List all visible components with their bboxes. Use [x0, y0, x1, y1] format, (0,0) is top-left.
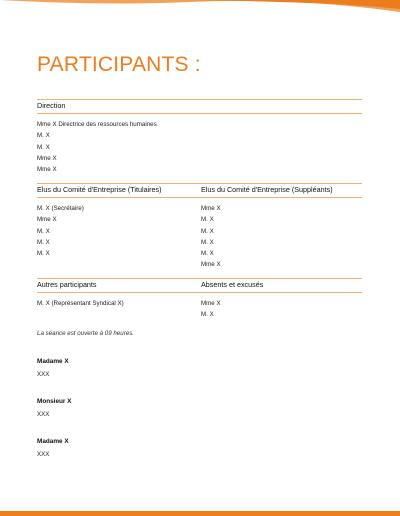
page-title: PARTICIPANTS : — [37, 53, 201, 76]
list-item: M. X — [201, 216, 214, 224]
list-item: M. X (Secrétaire) — [37, 205, 84, 212]
list-item: M. X — [37, 132, 50, 140]
list-item: M. X — [37, 143, 50, 151]
list-item: M. X — [201, 311, 214, 319]
list-item: Mme X — [37, 216, 57, 224]
list-item: M. X — [201, 238, 214, 246]
opening-note: La séance est ouverte à 09 heures. — [37, 330, 135, 337]
direction-list — [37, 119, 201, 175]
direction-section — [37, 99, 362, 175]
header-wave-decoration — [0, 0, 400, 20]
titulaires-list — [37, 203, 201, 271]
absents-list — [201, 298, 362, 321]
direction-header — [37, 99, 362, 114]
direction-heading: Direction — [37, 101, 66, 110]
speaker-name: Madame X — [37, 438, 69, 445]
list-item: Mme X Directrice des ressources humaines — [37, 121, 157, 128]
list-item: M. X (Représentant Syndical X) — [37, 300, 124, 307]
speaker-name: Madame X — [37, 358, 69, 365]
speaker-block — [37, 357, 237, 379]
list-item: Mme X — [201, 300, 221, 307]
list-item: Mme X — [37, 166, 57, 174]
speaker-text: XXX — [37, 451, 50, 458]
list-item: M. X — [201, 250, 214, 258]
speaker-name: Monsieur X — [37, 398, 72, 405]
list-item: M. X — [201, 227, 214, 235]
list-item: Mme X — [201, 261, 221, 269]
footer-bar-decoration — [0, 511, 400, 516]
list-item: Mme X — [201, 205, 221, 212]
autres-list — [37, 298, 201, 321]
list-item: M. X — [37, 227, 50, 235]
autres-section — [37, 278, 362, 321]
speaker-block — [37, 397, 237, 419]
suppleants-heading: Elus du Comité d'Entreprise (Suppléants) — [201, 185, 333, 194]
list-item: M. X — [37, 250, 50, 258]
elus-section — [37, 183, 362, 271]
list-item: M. X — [37, 238, 50, 246]
speaker-text: XXX — [37, 411, 50, 418]
suppleants-list — [201, 203, 362, 271]
autres-header — [37, 278, 362, 293]
absents-heading: Absents et excusés — [201, 280, 264, 289]
autres-heading: Autres participants — [37, 280, 97, 289]
speaker-text: XXX — [37, 371, 50, 378]
elus-header — [37, 183, 362, 198]
titulaires-heading: Elus du Comité d'Entreprise (Titulaires) — [37, 185, 162, 194]
list-item: Mme X — [37, 154, 57, 162]
speaker-block — [37, 437, 237, 459]
